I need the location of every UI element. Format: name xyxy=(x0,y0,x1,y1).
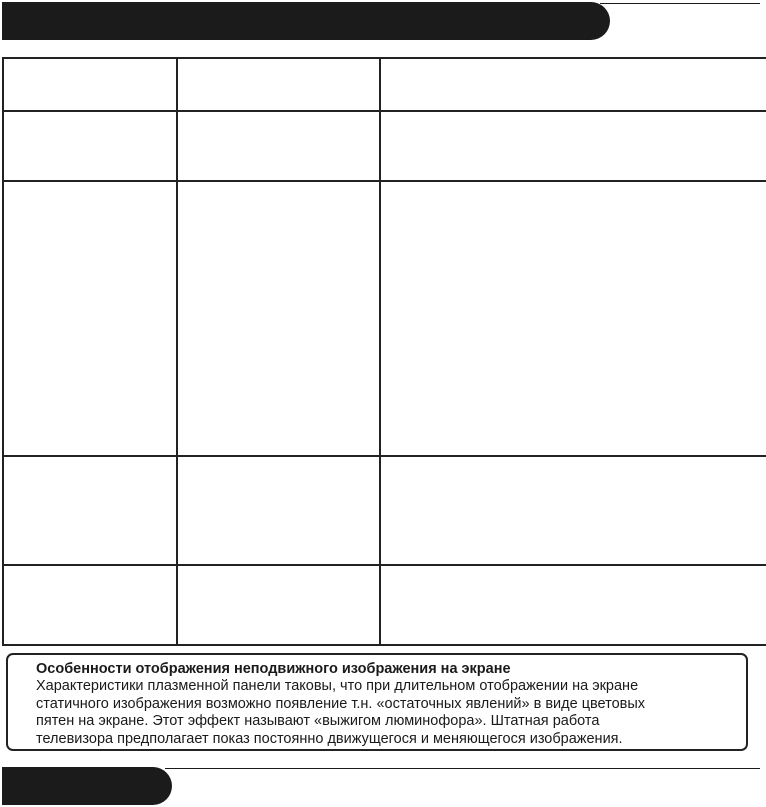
table-cell xyxy=(3,456,177,565)
table-cell xyxy=(380,565,766,645)
notice-line: статичного изображения возможно появление т.н. «остаточных явлений» в виде цветовых xyxy=(36,695,646,712)
table-cell xyxy=(380,58,766,111)
table-cell xyxy=(177,565,380,645)
table-cell xyxy=(3,58,177,111)
table-header-row xyxy=(3,58,766,111)
notice-title: Особенности отображения неподвижного изображения на экране xyxy=(36,661,511,677)
table-row xyxy=(3,565,766,645)
table-cell xyxy=(3,111,177,181)
section-footer-bar xyxy=(2,767,172,805)
section-header-bar xyxy=(2,2,610,40)
table-cell xyxy=(380,181,766,456)
troubleshooting-table xyxy=(2,57,766,646)
header-divider xyxy=(600,3,760,4)
footer-divider xyxy=(165,768,760,769)
notice-box xyxy=(6,653,748,751)
notice-line: телевизора предполагает показ постоянно движущегося и меняющегося изображения. xyxy=(36,730,623,747)
notice-line: пятен на экране. Этот эффект называют «выжигом люминофора». Штатная работа xyxy=(36,713,600,729)
table-row xyxy=(3,111,766,181)
table-cell xyxy=(380,456,766,565)
table-cell xyxy=(380,111,766,181)
table-cell xyxy=(3,181,177,456)
notice-line: Характеристики плазменной панели таковы, что при длительном отображении на экране xyxy=(36,678,639,694)
table-row xyxy=(3,181,766,456)
table-cell xyxy=(177,111,380,181)
table-cell xyxy=(177,58,380,111)
table-row xyxy=(3,456,766,565)
table-cell xyxy=(177,456,380,565)
table-cell xyxy=(3,565,177,645)
table-cell xyxy=(177,181,380,456)
